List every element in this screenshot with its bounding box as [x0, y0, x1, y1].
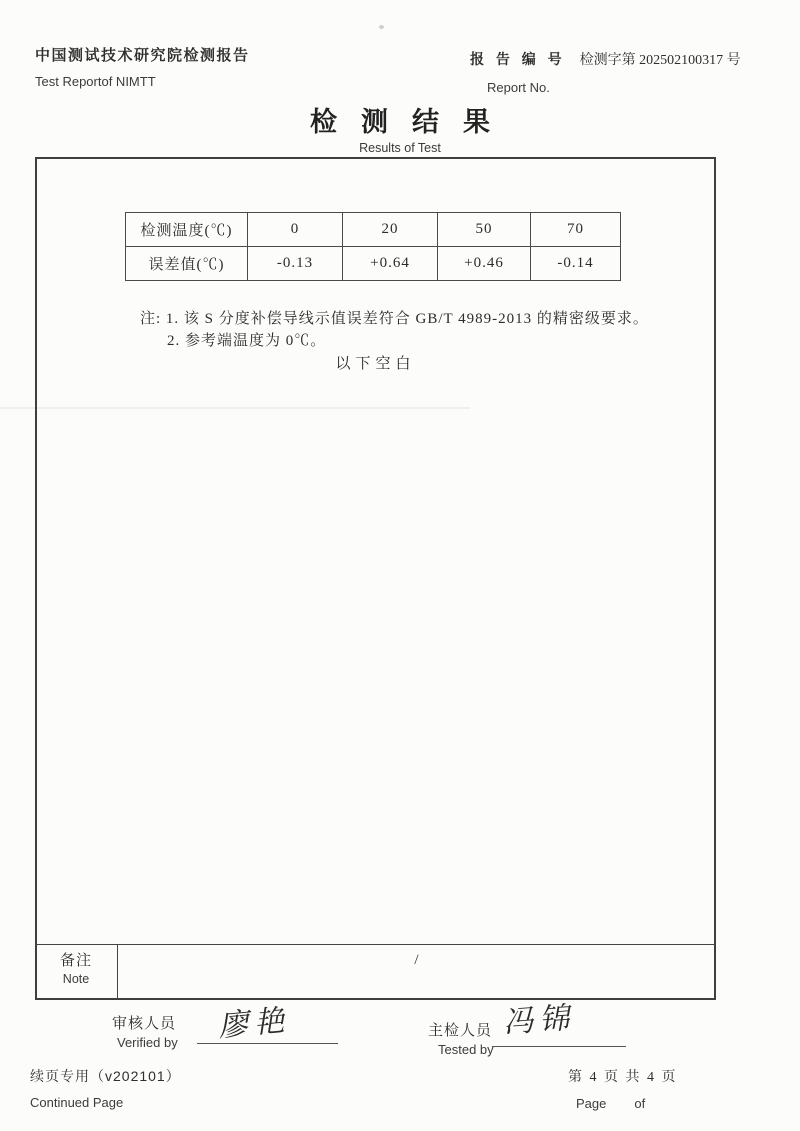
temperature-cell: 70 [531, 213, 621, 247]
org-subtitle: Test Reportof NIMTT [35, 74, 156, 89]
verified-by-label-en: Verified by [117, 1035, 178, 1050]
note-line-1: 注: 1. 该 S 分度补偿导线示值误差符合 GB/T 4989-2013 的精密级要求。 [140, 311, 649, 327]
error-cell: +0.46 [438, 247, 531, 281]
row-header-error: 误差值(℃) [126, 247, 248, 281]
remark-label-zh: 备注 [59, 953, 92, 969]
remark-label [35, 949, 117, 986]
table-row [126, 213, 621, 247]
report-number-value: 检测字第 202502100317 号 [579, 53, 741, 68]
of-label: of [634, 1096, 646, 1111]
tested-signature: 冯锦 [502, 1001, 577, 1040]
tested-by-label-zh: 主检人员 [428, 1023, 493, 1039]
tested-by-label-en: Tested by [438, 1042, 494, 1057]
results-table [125, 212, 621, 281]
temperature-cell: 50 [438, 213, 531, 247]
verified-by-label-zh: 审核人员 [112, 1016, 177, 1032]
verified-signature: 廖艳 [217, 1003, 292, 1044]
footer-continued-page-zh: 续页专用（v202101） [30, 1068, 181, 1084]
blank-below-marker: 以下空白 [335, 356, 416, 372]
remark-value: / [414, 952, 419, 968]
report-number-row [470, 49, 741, 69]
page-number-en [576, 1096, 645, 1111]
results-frame [35, 157, 716, 1000]
page-title-en: Results of Test [359, 141, 441, 155]
temperature-cell: 0 [248, 213, 343, 247]
org-title: 中国测试技术研究院检测报告 [35, 47, 250, 64]
row-header-temperature: 检测温度(℃) [126, 213, 248, 247]
error-cell: -0.13 [248, 247, 343, 281]
page-label: Page [576, 1096, 607, 1111]
table-row [126, 247, 621, 281]
page-number: 第 4 页 共 4 页 [568, 1070, 678, 1085]
note-line-2: 2. 参考端温度为 0℃。 [167, 333, 327, 349]
scan-dot-artifact [379, 25, 384, 29]
page-title: 检测结果 [310, 107, 514, 137]
remark-divider [35, 944, 716, 945]
report-number-label: 报 告 编 号 [470, 51, 566, 67]
temperature-cell: 20 [343, 213, 438, 247]
error-cell: +0.64 [343, 247, 438, 281]
error-cell: -0.14 [531, 247, 621, 281]
footer-continued-page-en: Continued Page [30, 1095, 124, 1110]
remark-label-en: Note [62, 972, 90, 986]
report-number-label-en: Report No. [487, 80, 550, 95]
